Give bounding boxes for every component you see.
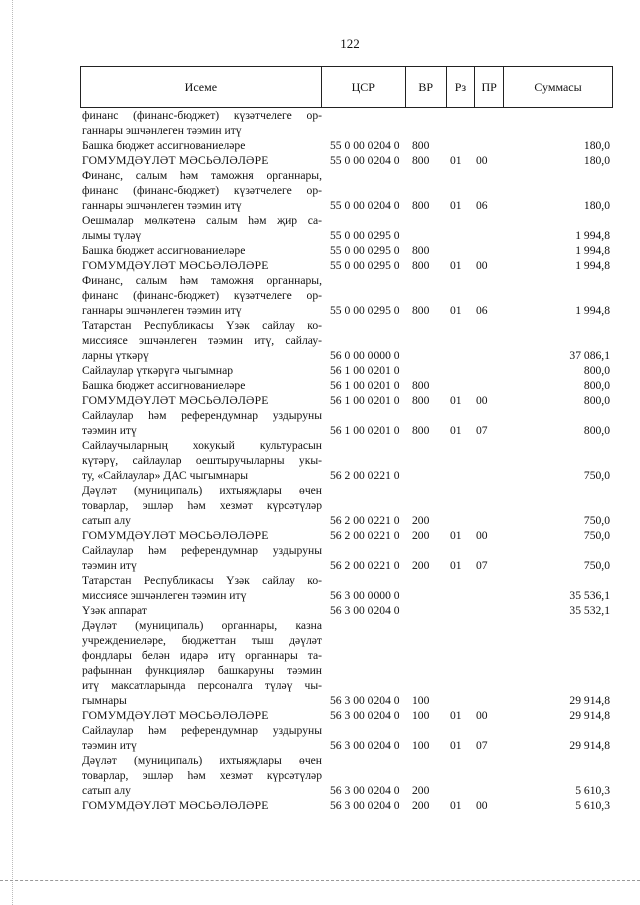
row-name-line: финанс (финанс-бюджет) күзәтчелеге ор-: [82, 289, 322, 302]
row-csr: 56 3 00 0204 0: [330, 799, 400, 812]
table-row: [80, 393, 613, 408]
row-name: [80, 363, 322, 378]
row-name-line: сатып алу: [82, 784, 131, 797]
row-name-line: тәэмин итү: [82, 739, 137, 752]
row-rz: 01: [450, 199, 462, 212]
row-sum: 750,0: [583, 514, 610, 527]
row-sum: 35 536,1: [569, 589, 610, 602]
row-vr: 800: [412, 139, 430, 152]
table-row: [80, 573, 613, 603]
row-sum: 750,0: [583, 529, 610, 542]
table-row: [80, 603, 613, 618]
row-sum: 180,0: [583, 199, 610, 212]
row-csr: 55 0 00 0204 0: [330, 154, 400, 167]
row-pr: 00: [476, 394, 488, 407]
row-rz: 01: [450, 559, 462, 572]
row-name: [80, 438, 322, 483]
row-name-line: итү максатларында персоналга түләү чы-: [82, 679, 322, 692]
row-vr: 200: [412, 799, 430, 812]
row-sum: 5 610,3: [575, 784, 610, 797]
footer-rule: [0, 880, 640, 881]
row-sum: 750,0: [583, 559, 610, 572]
row-csr: 55 0 00 0204 0: [330, 199, 400, 212]
row-name-line: Башка бюджет ассигнованиеләре: [82, 139, 246, 152]
header-pr: ПР: [475, 67, 504, 107]
row-csr: 56 2 00 0221 0: [330, 559, 400, 572]
row-sum: 180,0: [583, 139, 610, 152]
row-name-line: тәэмин итү: [82, 559, 137, 572]
row-name-line: Оешмалар мөлкәтенә салым һәм җир са-: [82, 214, 322, 227]
row-name-line: финанс (финанс-бюджет) күзәтчелеге ор-: [82, 184, 322, 197]
table-row: [80, 318, 613, 363]
row-name: [80, 378, 322, 393]
row-sum: 29 914,8: [569, 739, 610, 752]
row-name-line: ГОМУМДӘҮЛӘТ МӘСЬӘЛӘЛӘРЕ: [82, 529, 269, 542]
row-name-line: Финанс, салым һәм таможня органнары,: [82, 274, 322, 287]
row-rz: 01: [450, 529, 462, 542]
row-name: [80, 543, 322, 573]
row-name: [80, 708, 322, 723]
row-name: [80, 108, 322, 138]
row-name-line: Дәүләт (муниципаль) ихтыяҗлары өчен: [82, 754, 322, 767]
row-name: [80, 138, 322, 153]
row-name-line: Сайлаулар үткәрүгә чыгымнар: [82, 364, 234, 377]
row-vr: 100: [412, 709, 430, 722]
table-row: [80, 543, 613, 573]
row-name-line: Башка бюджет ассигнованиеләре: [82, 244, 246, 257]
row-csr: 56 1 00 0201 0: [330, 424, 400, 437]
table-row: [80, 483, 613, 528]
table-row: [80, 438, 613, 483]
header-csr: ЦСР: [322, 67, 406, 107]
row-csr: 56 3 00 0204 0: [330, 604, 400, 617]
row-sum: 35 532,1: [569, 604, 610, 617]
row-csr: 55 0 00 0204 0: [330, 139, 400, 152]
row-rz: 01: [450, 799, 462, 812]
row-name: [80, 483, 322, 528]
row-name: [80, 213, 322, 243]
header-rz: Рз: [447, 67, 476, 107]
row-csr: 56 3 00 0204 0: [330, 739, 400, 752]
row-vr: 100: [412, 694, 430, 707]
row-name-line: ту, «Сайлаулар» ДАС чыгымнары: [82, 469, 249, 482]
row-name-line: миссиясе эшчәнлеген тәэмин итү, сайлау-: [82, 334, 322, 347]
row-name: [80, 273, 322, 318]
row-csr: 56 2 00 0221 0: [330, 469, 400, 482]
row-name-line: фондлары белән идарә итү органнары та-: [82, 649, 322, 662]
row-rz: 01: [450, 304, 462, 317]
page-number: 122: [340, 36, 360, 51]
row-name-line: финанс (финанс-бюджет) күзәтчелеге ор-: [82, 109, 322, 122]
row-name-line: ГОМУМДӘҮЛӘТ МӘСЬӘЛӘЛӘРЕ: [82, 154, 269, 167]
header-name: Исеме: [81, 67, 322, 107]
row-name: [80, 408, 322, 438]
row-sum: 29 914,8: [569, 709, 610, 722]
row-csr: 55 0 00 0295 0: [330, 244, 400, 257]
row-sum: 180,0: [583, 154, 610, 167]
row-pr: 00: [476, 529, 488, 542]
row-name-line: ганнары эшчәнлеген тәэмин итү: [82, 199, 242, 212]
row-name: [80, 798, 322, 813]
table-row: [80, 153, 613, 168]
row-name-line: тәэмин итү: [82, 424, 137, 437]
row-name-line: Үзәк аппарат: [82, 604, 147, 617]
table-row: [80, 273, 613, 318]
row-csr: 56 2 00 0221 0: [330, 529, 400, 542]
row-csr: 56 3 00 0204 0: [330, 784, 400, 797]
row-name-line: Сайлаулар һәм референдумнар уздыруны: [82, 409, 322, 422]
row-name-line: ГОМУМДӘҮЛӘТ МӘСЬӘЛӘЛӘРЕ: [82, 394, 269, 407]
row-csr: 56 0 00 0000 0: [330, 349, 400, 362]
row-pr: 07: [476, 739, 488, 752]
row-name: [80, 258, 322, 273]
row-pr: 07: [476, 559, 488, 572]
table-row: [80, 108, 613, 138]
row-name-line: лымы түләү: [82, 229, 142, 242]
row-sum: 1 994,8: [575, 259, 610, 272]
row-sum: 1 994,8: [575, 244, 610, 257]
row-name-line: рафыннан функцияләр башкаруны тәэмин: [82, 664, 322, 677]
table-row: [80, 618, 613, 708]
row-name-line: ганнары эшчәнлеген тәэмин итү: [82, 304, 242, 317]
table-row: [80, 723, 613, 753]
table-row: [80, 168, 613, 213]
row-name: [80, 393, 322, 408]
row-name: [80, 528, 322, 543]
row-rz: 01: [450, 394, 462, 407]
row-name-line: Сайлаулар һәм референдумнар уздыруны: [82, 724, 322, 737]
row-vr: 200: [412, 559, 430, 572]
row-vr: 800: [412, 244, 430, 257]
row-csr: 56 3 00 0000 0: [330, 589, 400, 602]
row-csr: 56 3 00 0204 0: [330, 694, 400, 707]
row-csr: 55 0 00 0295 0: [330, 259, 400, 272]
header-sum: Суммасы: [534, 79, 582, 94]
table-header: [80, 66, 613, 108]
table-row: [80, 708, 613, 723]
row-name-line: ГОМУМДӘҮЛӘТ МӘСЬӘЛӘЛӘРЕ: [82, 709, 269, 722]
table-row: [80, 138, 613, 153]
row-name-line: Татарстан Республикасы Үзәк сайлау ко-: [82, 319, 322, 332]
table-row: [80, 798, 613, 813]
row-name-line: Дәүләт (муниципаль) ихтыяҗлары өчен: [82, 484, 322, 497]
row-name: [80, 153, 322, 168]
row-name: [80, 318, 322, 363]
row-name: [80, 723, 322, 753]
row-name-line: ганнары эшчәнлеген тәэмин итү: [82, 124, 242, 137]
row-vr: 100: [412, 739, 430, 752]
row-csr: 56 3 00 0204 0: [330, 709, 400, 722]
row-vr: 200: [412, 529, 430, 542]
row-name-line: ГОМУМДӘҮЛӘТ МӘСЬӘЛӘЛӘРЕ: [82, 799, 269, 812]
row-sum: 29 914,8: [569, 694, 610, 707]
row-csr: 56 1 00 0201 0: [330, 379, 400, 392]
row-name-line: Финанс, салым һәм таможня органнары,: [82, 169, 322, 182]
row-rz: 01: [450, 154, 462, 167]
row-rz: 01: [450, 709, 462, 722]
row-csr: 55 0 00 0295 0: [330, 229, 400, 242]
row-name-line: ларны үткәрү: [82, 349, 149, 362]
row-name-line: Башка бюджет ассигнованиеләре: [82, 379, 246, 392]
row-name-line: Татарстан Республикасы Үзәк сайлау ко-: [82, 574, 322, 587]
row-vr: 800: [412, 304, 430, 317]
row-name: [80, 168, 322, 213]
row-csr: 56 1 00 0201 0: [330, 394, 400, 407]
table-body: [80, 108, 613, 813]
row-name: [80, 753, 322, 798]
row-name-line: миссиясе эшчәнлеген тәэмин итү: [82, 589, 247, 602]
row-sum: 1 994,8: [575, 229, 610, 242]
header-vr: ВР: [406, 67, 447, 107]
row-vr: 800: [412, 424, 430, 437]
row-pr: 00: [476, 154, 488, 167]
row-pr: 00: [476, 799, 488, 812]
table-row: [80, 753, 613, 798]
row-name: [80, 243, 322, 258]
row-vr: 800: [412, 379, 430, 392]
row-sum: 750,0: [583, 469, 610, 482]
table-row: [80, 258, 613, 273]
row-name-line: Дәүләт (муниципаль) органнары, казна: [82, 619, 322, 632]
table-row: [80, 213, 613, 243]
row-vr: 200: [412, 514, 430, 527]
row-pr: 06: [476, 199, 488, 212]
row-csr: 56 2 00 0221 0: [330, 514, 400, 527]
row-pr: 00: [476, 259, 488, 272]
row-pr: 06: [476, 304, 488, 317]
row-name: [80, 603, 322, 618]
row-name-line: Сайлаулар һәм референдумнар уздыруны: [82, 544, 322, 557]
row-name-line: товарлар, эшләр һәм хезмәт күрсәтүләр: [82, 499, 322, 512]
row-name-line: ГОМУМДӘҮЛӘТ МӘСЬӘЛӘЛӘРЕ: [82, 259, 269, 272]
row-rz: 01: [450, 739, 462, 752]
row-csr: 56 1 00 0201 0: [330, 364, 400, 377]
row-sum: 5 610,3: [575, 799, 610, 812]
row-vr: 800: [412, 154, 430, 167]
row-vr: 800: [412, 199, 430, 212]
row-name-line: учреждениеләре, бюджеттан тыш дәүләт: [82, 634, 322, 647]
row-name-line: сатып алу: [82, 514, 131, 527]
row-pr: 07: [476, 424, 488, 437]
row-vr: 800: [412, 259, 430, 272]
row-sum: 37 086,1: [569, 349, 610, 362]
row-pr: 00: [476, 709, 488, 722]
budget-table: [80, 66, 613, 813]
row-csr: 55 0 00 0295 0: [330, 304, 400, 317]
row-vr: 800: [412, 394, 430, 407]
row-sum: 800,0: [583, 424, 610, 437]
row-rz: 01: [450, 259, 462, 272]
table-row: [80, 363, 613, 378]
row-rz: 01: [450, 424, 462, 437]
page-margin-line: [12, 0, 13, 905]
row-name-line: товарлар, эшләр һәм хезмәт күрсәтүләр: [82, 769, 322, 782]
row-name: [80, 573, 322, 603]
row-name-line: гымнары: [82, 694, 127, 707]
row-name-line: күтәрү, сайлаулар оештыручыларны укы-: [82, 454, 322, 467]
row-name-line: Сайлаучыларның хокукый культурасын: [82, 439, 322, 452]
table-row: [80, 378, 613, 393]
row-vr: 200: [412, 784, 430, 797]
row-name: [80, 618, 322, 708]
table-row: [80, 528, 613, 543]
table-row: [80, 408, 613, 438]
row-sum: 800,0: [583, 379, 610, 392]
table-row: [80, 243, 613, 258]
row-sum: 800,0: [583, 394, 610, 407]
row-sum: 1 994,8: [575, 304, 610, 317]
row-sum: 800,0: [583, 364, 610, 377]
